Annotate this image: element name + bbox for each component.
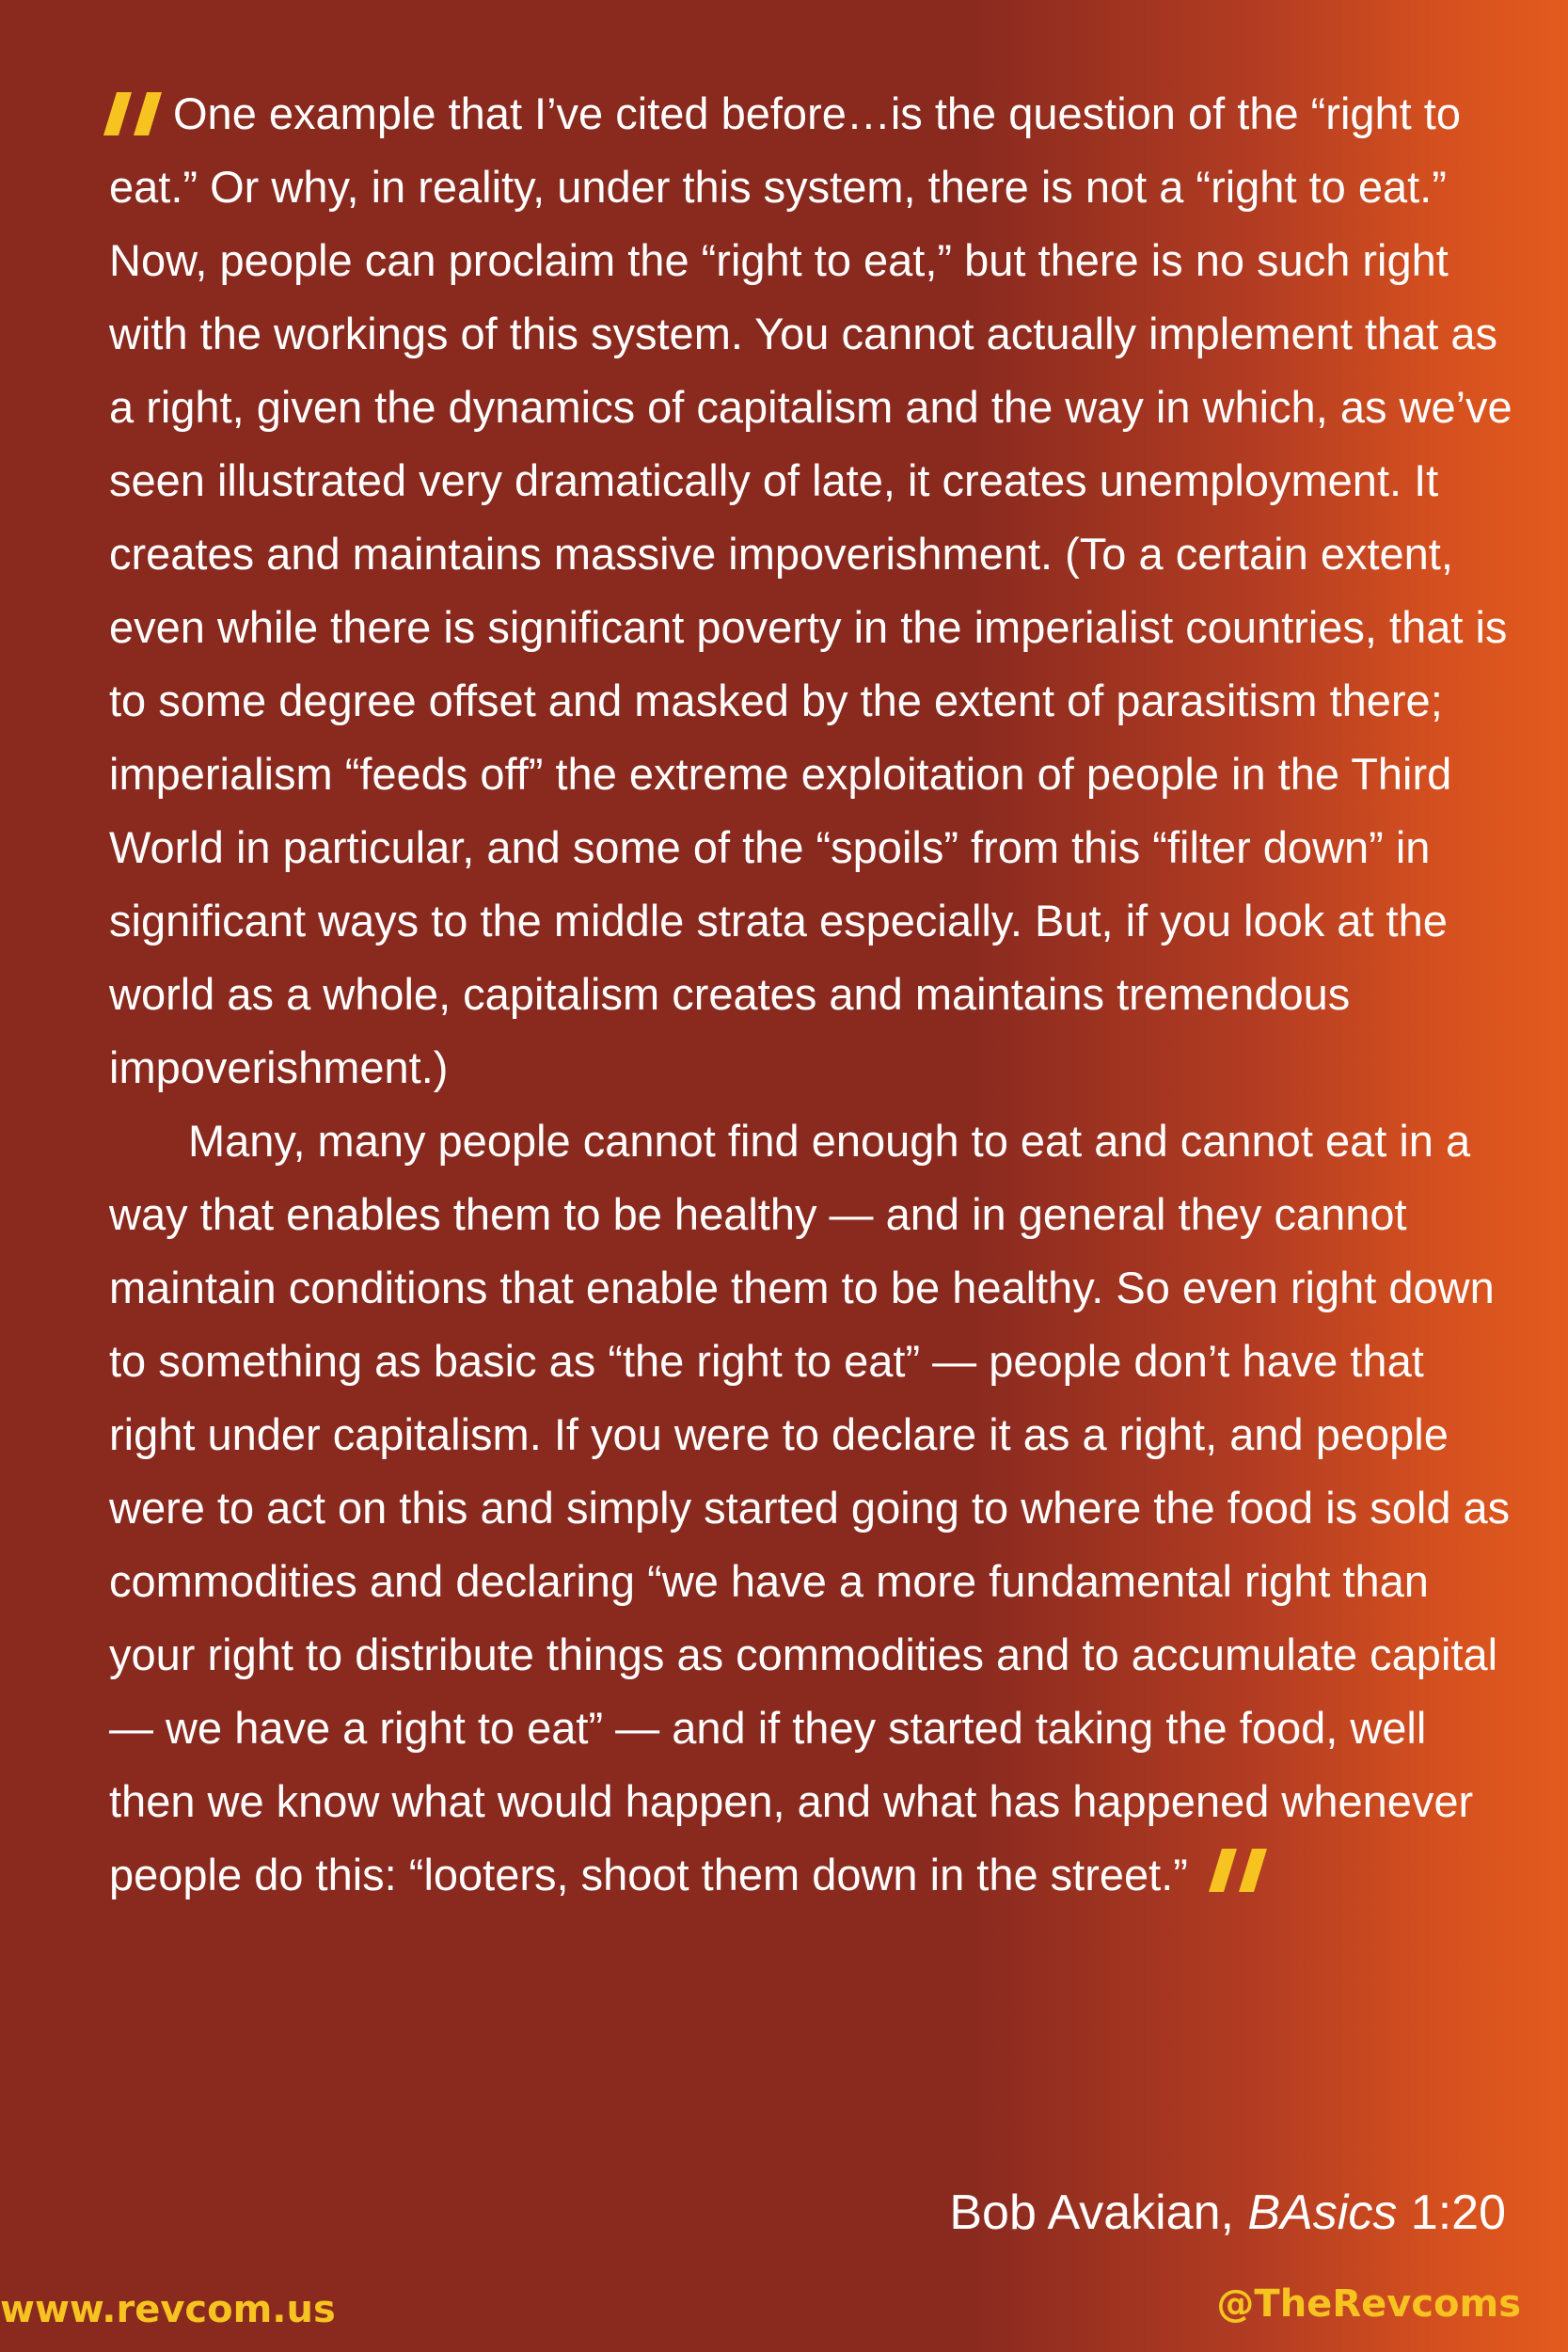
attribution-reference: 1:20 [1397, 2185, 1506, 2240]
quote-paragraph-1-text: One example that I’ve cited before…is the question of the “right to eat.” Or why, in reality, under this system, there is not a “right to eat.” Now, people can proclaim the “right to eat,” but there is no such right with the workings of this system. You cannot actually implement that as a right, given the dynamics of capitalism and the way in which, as we’ve seen illustrated very dramatically of late, it creates unemployment. It creates and maintains massive impoverishment. (To a certain extent, even while there is significant poverty in the imperialist countries, that is to some degree offset and masked by the extent of parasitism there; imperialism “feeds off” the extreme exploitation of people in the Third World in particular, and some of the “spoils” from this “filter down” in significant ways to the middle strata especially. But, if you look at the world as a whole, capitalism creates and maintains tremendous impoverishment.) [109, 88, 1513, 1092]
website-link[interactable]: www.revcom.us [0, 2288, 336, 2331]
attribution-book: BAsics [1247, 2185, 1398, 2240]
close-quote-icon [1209, 1849, 1267, 1892]
open-quote-icon [103, 92, 162, 135]
quote-block [109, 77, 1520, 1912]
attribution-author: Bob Avakian, [949, 2185, 1248, 2240]
attribution [949, 2185, 1506, 2241]
quote-paragraph-1 [109, 77, 1520, 1104]
quote-paragraph-2 [109, 1104, 1520, 1912]
social-handle[interactable]: @TheRevcoms [1216, 2282, 1521, 2326]
quote-paragraph-2-text: Many, many people cannot find enough to eat and cannot eat in a way that enables them to be healthy — and in general they cannot maintain conditions that enable them to be healthy. So even right down to something as basic as “the right to eat” — people don’t have that right under capitalism. If you were to declare it as a right, and people were to act on this and simply started going to where the food is sold as commodities and declaring “we have a more fundamental right than your right to distribute things as commodities and to accumulate capital — we have a right to eat” — and if they started taking the food, well then we know what would happen, and what has happened whenever people do this: “looters, shoot them down in the street.” [109, 1116, 1511, 1899]
